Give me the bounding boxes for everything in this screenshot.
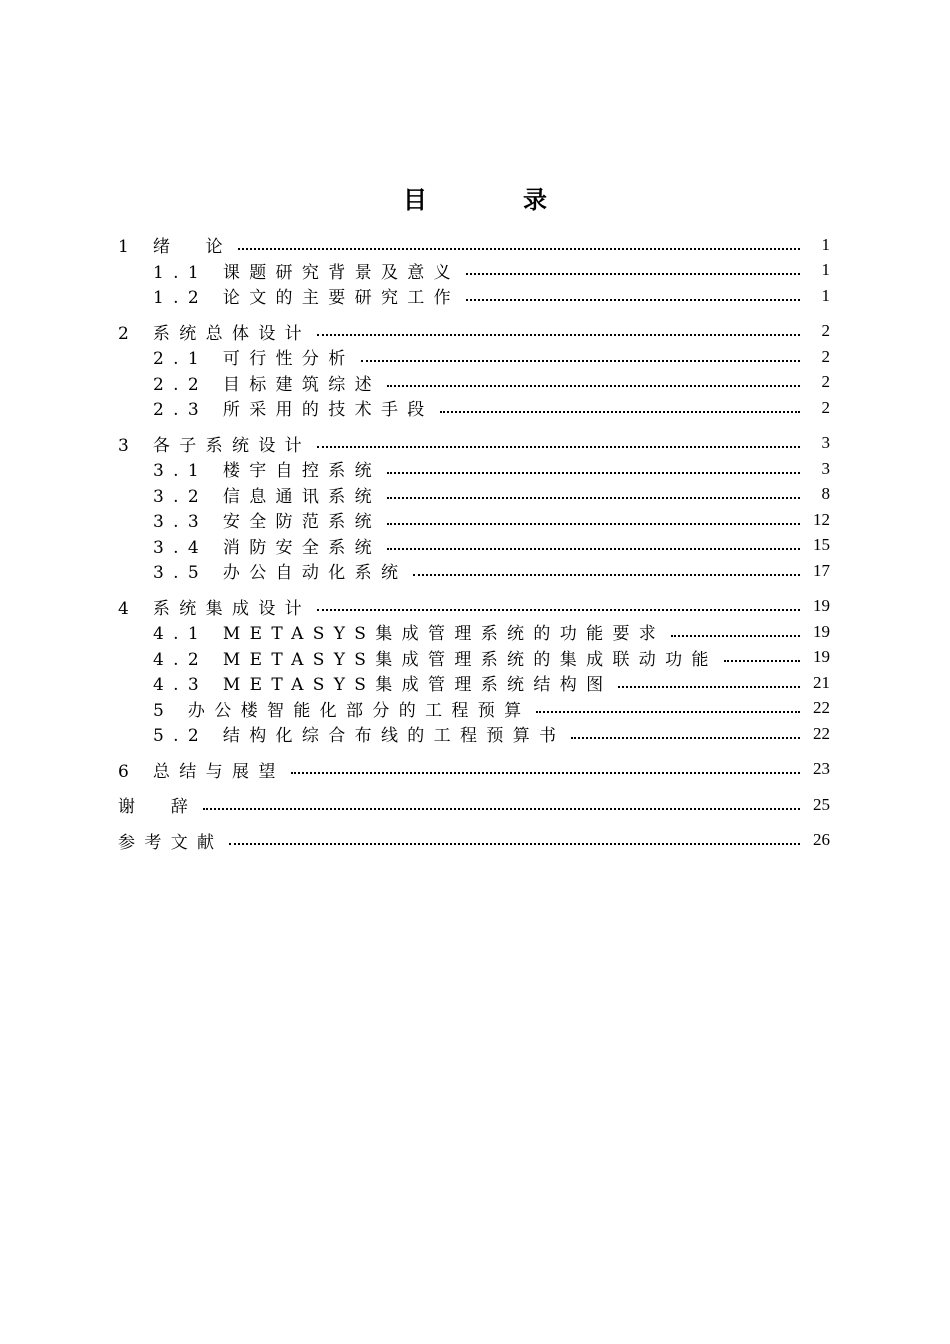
toc-page-number: 3	[821, 433, 830, 453]
toc-dot-leader	[387, 460, 800, 474]
toc-entry[interactable]	[118, 232, 830, 258]
toc-entry-label: 3.4 消防安全系统	[153, 533, 383, 558]
toc-dot-leader	[440, 399, 800, 413]
toc-dot-leader	[361, 348, 800, 362]
toc-entry[interactable]	[118, 258, 830, 284]
toc-entry-label: 4.1 METASYS集成管理系统的功能要求	[153, 619, 667, 644]
toc-dot-leader	[203, 796, 800, 810]
toc-entry-label: 3.2 信息通讯系统	[153, 482, 383, 507]
toc-entry[interactable]	[118, 533, 830, 559]
table-of-contents	[118, 232, 830, 853]
toc-entry[interactable]	[118, 594, 830, 620]
toc-dot-leader	[291, 760, 800, 774]
toc-dot-leader	[571, 725, 800, 739]
toc-dot-leader	[618, 674, 800, 688]
toc-page-number: 1	[821, 285, 830, 305]
toc-entry-label: 4.3 METASYS集成管理系统结构图	[153, 670, 614, 695]
toc-entry[interactable]	[118, 370, 830, 396]
toc-entry-label: 6 总结与展望	[118, 757, 287, 782]
page-title: 目 录	[403, 185, 583, 214]
toc-entry-label: 2.3 所采用的技术手段	[153, 395, 436, 420]
toc-page-number: 19	[813, 596, 830, 616]
toc-entry[interactable]	[118, 696, 830, 722]
toc-dot-leader	[317, 322, 800, 336]
toc-entry-label: 谢 辞	[118, 792, 199, 817]
toc-page-number: 2	[821, 372, 830, 392]
toc-entry-label: 1.1 课题研究背景及意义	[153, 258, 462, 283]
toc-page-number: 25	[813, 794, 830, 814]
toc-page-number: 2	[821, 397, 830, 417]
toc-dot-leader	[466, 261, 800, 275]
toc-entry-label: 1 绪 论	[118, 232, 234, 257]
toc-dot-leader	[229, 831, 800, 845]
toc-entry[interactable]	[118, 344, 830, 370]
toc-entry-label: 2.1 可行性分析	[153, 344, 357, 369]
toc-entry-label: 5.2 结构化综合布线的工程预算书	[153, 721, 567, 746]
toc-dot-leader	[387, 485, 800, 499]
toc-entry[interactable]	[118, 670, 830, 696]
toc-page-number: 22	[813, 698, 830, 718]
toc-entry-label: 2 系统总体设计	[118, 319, 313, 344]
toc-dot-leader	[387, 536, 800, 550]
toc-entry[interactable]	[118, 395, 830, 421]
toc-page-number: 2	[821, 346, 830, 366]
toc-entry[interactable]	[118, 283, 830, 309]
toc-entry[interactable]	[118, 482, 830, 508]
toc-page-number: 17	[813, 560, 830, 580]
toc-page-number: 8	[821, 484, 830, 504]
toc-dot-leader	[387, 511, 800, 525]
toc-page-number: 19	[813, 621, 830, 641]
toc-page-number: 22	[813, 723, 830, 743]
toc-dot-leader	[724, 648, 800, 662]
toc-entry[interactable]	[118, 757, 830, 783]
toc-dot-leader	[238, 236, 800, 250]
toc-entry[interactable]	[118, 619, 830, 645]
toc-dot-leader	[413, 562, 800, 576]
toc-dot-leader	[387, 373, 800, 387]
toc-page-number: 1	[821, 260, 830, 280]
toc-dot-leader	[317, 597, 800, 611]
toc-entry-label: 参考文献	[118, 828, 225, 853]
toc-entry-label: 3.5 办公自动化系统	[153, 558, 409, 583]
toc-page-number: 23	[813, 759, 830, 779]
toc-entry-label: 1.2 论文的主要研究工作	[153, 283, 462, 308]
toc-dot-leader	[466, 287, 800, 301]
toc-entry-label: 2.2 目标建筑综述	[153, 370, 383, 395]
toc-dot-leader	[317, 434, 800, 448]
toc-entry-label: 3.3 安全防范系统	[153, 507, 383, 532]
toc-page-number: 3	[821, 458, 830, 478]
toc-entry[interactable]	[118, 456, 830, 482]
toc-entry[interactable]	[118, 792, 830, 818]
toc-entry[interactable]	[118, 319, 830, 345]
toc-entry-label: 3 各子系统设计	[118, 431, 313, 456]
toc-page-number: 26	[813, 830, 830, 850]
toc-page-number: 1	[821, 234, 830, 254]
toc-page-number: 19	[813, 647, 830, 667]
toc-dot-leader	[671, 623, 800, 637]
toc-entry-label: 5 办公楼智能化部分的工程预算	[153, 696, 532, 721]
toc-entry[interactable]	[118, 507, 830, 533]
toc-entry-label: 3.1 楼宇自控系统	[153, 456, 383, 481]
toc-entry[interactable]	[118, 558, 830, 584]
toc-dot-leader	[536, 699, 800, 713]
toc-entry-label: 4.2 METASYS集成管理系统的集成联动功能	[153, 645, 720, 670]
toc-entry[interactable]	[118, 721, 830, 747]
toc-entry-label: 4 系统集成设计	[118, 594, 313, 619]
toc-entry[interactable]	[118, 645, 830, 671]
toc-page-number: 2	[821, 321, 830, 341]
toc-page-number: 15	[813, 535, 830, 555]
toc-page-number: 12	[813, 509, 830, 529]
toc-entry[interactable]	[118, 828, 830, 854]
toc-entry[interactable]	[118, 431, 830, 457]
toc-page-number: 21	[813, 672, 830, 692]
